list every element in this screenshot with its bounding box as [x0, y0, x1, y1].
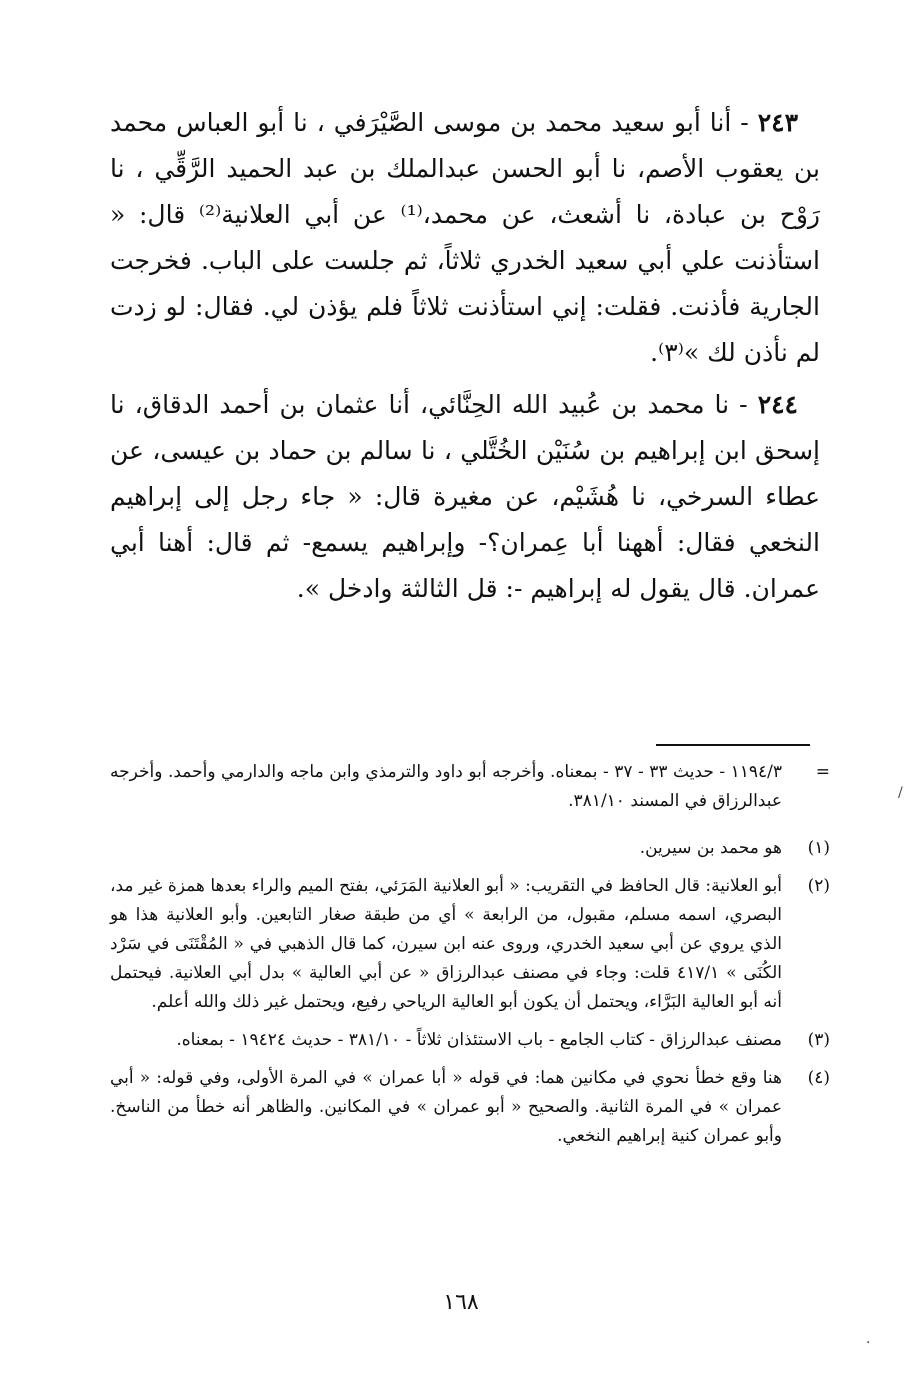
footnote-marker: (٤) [807, 1068, 830, 1088]
footnote-text: مصنف عبدالرزاق - كتاب الجامع - باب الاستئذان ثلاثاً - ٣٨١/١٠ - حديث ١٩٤٢٤ - بمعناه. [176, 1030, 782, 1050]
hadith-paragraph-244 [110, 382, 820, 612]
footnote-marker: (٢) [807, 876, 830, 896]
footnote-text: أبو العلانية: قال الحافظ في التقريب: « أبو العلانية المَرَئي، بفتح الميم والراء بعدها همزة غير مد، البصري، اسمه مسلم، مقبول، من الرابعة » أي من طبقة صغار التابعين. وأبو العلانية هذا هو الذي يروي عن أبي سعيد الخدري، وروى عنه ابن سيرن، كما قال الذهبي في « المُقْتَنَى في سَرْد الكُنَى » ٤١٧/١ قلت: وجاء في مصنف عبدالرزاق « عن أبي العالية » بدل أبي العلانية. فيحتمل أنه أبو العالية البَرَّاء، ويحتمل أن يكون أبو العالية الرياحي رفيع، ويحتمل غير ذلك والله أعلم. [110, 876, 782, 1012]
footnote-separator [656, 744, 810, 746]
footnote-text: ١١٩٤/٣ - حديث ٣٣ - ٣٧ - بمعناه. وأخرجه أبو داود والترمذي وابن ماجه والدارمي وأحمد. وأخرجه عبدالرزاق في المسند ٣٨١/١٠. [110, 762, 783, 811]
footnote-continuation [110, 758, 830, 816]
hadith-number: ٢٤٤ [757, 390, 798, 419]
footnote-4 [110, 1064, 830, 1151]
hadith-number: ٢٤٣ [757, 108, 799, 137]
footnote-marker: (١) [807, 838, 830, 858]
footnote-1 [110, 834, 830, 863]
footnote-text: هو محمد بن سيرين. [639, 838, 782, 858]
footnote-3 [110, 1026, 830, 1055]
footnote-marker: (٣) [807, 1030, 830, 1050]
scan-speck: / [898, 785, 903, 801]
footnotes [110, 758, 830, 1160]
scan-speck: · [866, 1335, 871, 1351]
footnote-text: هنا وقع خطأ نحوي في مكانين هما: في قوله « أبا عمران » في المرة الأولى، وفي قوله: « أبي عمران » في المرة الثانية. والصحيح « أبو عمران » في المكانين. والظاهر أنه خطأ من الناسخ. وأبو عمران كنية إبراهيم النخعي. [110, 1068, 782, 1146]
page-number: ١٦٨ [443, 1290, 479, 1315]
hadith-text: - نا محمد بن عُبيد الله الحِنَّائي، أنا عثمان بن أحمد الدقاق، نا إسحق ابن إبراهيم بن سُنَيْن الخُتَّلي ، نا سالم بن حماد بن عيسى، عن عطاء السرخي، نا هُشَيْم، عن مغيرة قال: « جاء رجل إلى إبراهيم النخعي فقال: أههنا أبا عِمران؟- وإبراهيم يسمع- ثم قال: أهنا أبي عمران. قال يقول له إبراهيم -: قل الثالثة وادخل ». [110, 390, 820, 603]
footnote-marker: = [815, 762, 830, 782]
main-text [110, 100, 820, 618]
hadith-paragraph-243 [110, 100, 820, 376]
footnote-2 [110, 872, 830, 1017]
hadith-text: - أنا أبو سعيد محمد بن موسى الصَّيْرَفي ، نا أبو العباس محمد بن يعقوب الأصم، نا أبو الحسن عبدالملك بن عبد الحميد الرَّقِّي ، نا رَوْح بن عبادة، نا أشعث، عن محمد،⁽¹⁾ عن أبي العلانية⁽²⁾ قال: « استأذنت علي أبي سعيد الخدري ثلاثاً، ثم جلست على الباب. فخرجت الجارية فأذنت. فقلت: إني استأذنت ثلاثاً فلم يؤذن لي. فقال: لو زدت لم نأذن لك »⁽٣⁾. [110, 108, 820, 367]
